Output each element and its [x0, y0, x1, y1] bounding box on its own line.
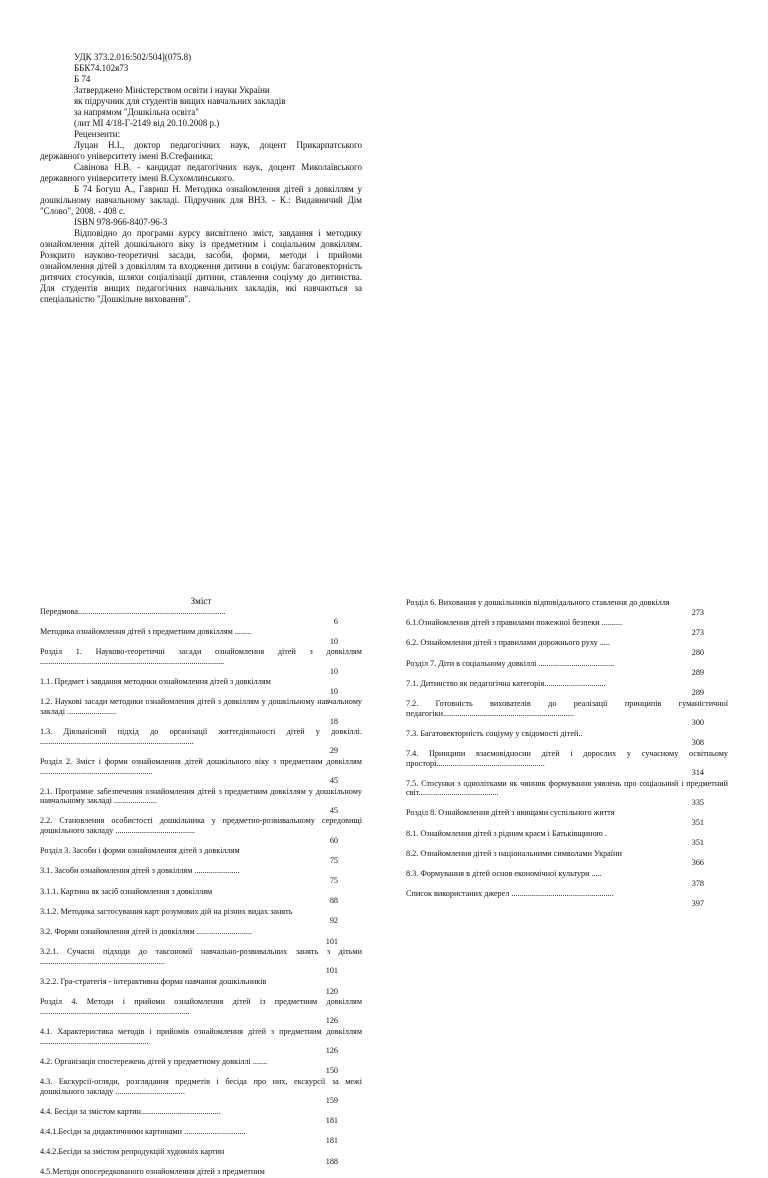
- toc-left-column: [40, 607, 362, 1178]
- toc-entry-page: 273: [691, 627, 704, 637]
- toc-entry-page: 280: [691, 647, 704, 657]
- toc-entry: [406, 779, 728, 808]
- toc-entry-title: 4.1. Характеристика методів і прийомів ознайомлення дітей з предметним довкіллям .....................................................: [40, 1026, 362, 1046]
- toc-entry-page: 60: [329, 835, 338, 845]
- toc-right-column: [406, 598, 728, 909]
- catalog-code: Б 74: [74, 74, 91, 84]
- toc-entry-page: 159: [325, 1096, 338, 1106]
- toc-entry-title: Розділ 1. Науково-теоретичні засади ознайомлення дітей з довкіллям ..........................................................................................: [40, 647, 362, 666]
- toc-entry: [40, 677, 362, 696]
- toc-entry-page: 45: [329, 805, 338, 815]
- toc-entry-page: 126: [325, 1046, 338, 1056]
- toc-entry-page: 351: [691, 838, 704, 848]
- toc-entry: [406, 889, 728, 908]
- toc-entry-title: Розділ 3. Засоби і форми ознайомлення дітей з довкіллям: [40, 846, 240, 856]
- toc-entry-title: 8.2. Ознайомлення дітей з національними символами України: [406, 848, 622, 858]
- toc-entry-title: 2.1. Програмне забезпечення ознайомлення дітей з предметним довкіллям у дошкільному навчальному закладі .....................: [40, 786, 362, 806]
- toc-entry-page: 88: [329, 896, 338, 906]
- toc-entry: [40, 727, 362, 756]
- toc-entry-title: 7.3. Багатовекторність соціуму у свідомості дітей..: [406, 728, 583, 738]
- toc-entry-title: 4.4.2.Бесіди за змістом репродукцій художніх картин: [40, 1147, 225, 1157]
- toc-entry-title: 1.3. Діяльнісний підхід до організації життєдіяльності дітей у довкіллі. ...........................................................................: [40, 727, 362, 746]
- toc-entry-page: 188: [325, 1156, 338, 1166]
- toc-entry: [40, 1057, 362, 1076]
- toc-entry: [40, 647, 362, 676]
- toc-entry-title: 3.2.2. Гра-стратегія - інтерактивна форма навчання дошкільників: [40, 976, 267, 986]
- toc-entry: [40, 1027, 362, 1056]
- toc-entry-page: 181: [325, 1116, 338, 1126]
- toc-entry-title: 7.1. Дитинство як педагогічна категорія..............................: [406, 678, 606, 688]
- toc-entry: [40, 927, 362, 946]
- toc-entry: [40, 846, 362, 865]
- reviewers-label: Рецензенти:: [74, 129, 121, 139]
- toc-entry: [406, 729, 728, 748]
- toc-entry: [406, 699, 728, 728]
- toc-entry-page: 18: [329, 716, 338, 726]
- bbk-code: ББК74.102я73: [74, 63, 129, 73]
- toc-entry-title: 7.4. Принципи взаємовідносин дітей і дорослих у сучасному освітньому просторі.....................................................: [406, 748, 728, 768]
- toc-entry-title: 6.2. Ознайомлення дітей з правилами дорожнього руху .....: [406, 638, 610, 648]
- toc-entry: [406, 659, 728, 678]
- toc-entry-page: 366: [691, 858, 704, 868]
- toc-entry-title: Список використаних джерел ..................................................: [406, 889, 614, 899]
- approval-line-1: Затверджено Міністерством освіти і науки України: [74, 85, 270, 95]
- toc-entry-title: Методика ознайомлення дітей з предметним довкіллям ........: [40, 627, 252, 637]
- reviewer-1: Луцан Н.І., доктор педагогічних наук, доцент Прикарпатського державного університету імені В.Стефаника;: [40, 140, 362, 161]
- toc-entry-page: 335: [691, 797, 704, 807]
- toc-entry: [406, 849, 728, 868]
- toc-entry-page: 300: [691, 718, 704, 728]
- toc-entry-title: 8.3. Формування в дітей основ економічної культури .....: [406, 869, 602, 879]
- toc-entry-title: 7.5. Стосунки з однолітками як чинник формування уявлень про соціальний і предметний світ.......................................: [406, 778, 728, 798]
- toc-entry: [40, 1167, 362, 1177]
- toc-entry-title: 3.1. Засоби ознайомлення дітей з довкіллям ......................: [40, 866, 240, 876]
- toc-entry-page: 92: [329, 916, 338, 926]
- toc-entry-page: 45: [329, 776, 338, 786]
- toc-entry-title: Розділ 2. Зміст і форми ознайомлення дітей дошкільного віку з предметним довкіллям .......................................................: [40, 756, 362, 776]
- toc-entry-page: 273: [691, 607, 704, 617]
- toc-entry-page: 120: [325, 986, 338, 996]
- toc-entry: [40, 997, 362, 1026]
- toc-entry-title: 3.2.1. Сучасні підходи до таксономії навчально-розвивальних занять з дітьми .............................................................: [40, 947, 362, 966]
- toc-entry: [40, 627, 362, 646]
- toc-entry: [40, 787, 362, 816]
- toc-entry: [40, 907, 362, 926]
- toc-entry-page: 397: [691, 898, 704, 908]
- toc-entry-title: 7.2. Готовність вихователів до реалізації принципів гуманістичної педагогіки................................................................: [406, 698, 728, 718]
- imprint-block: [40, 52, 362, 305]
- toc-entry: [40, 1127, 362, 1146]
- toc-entry-title: Розділ 6. Виховання у дошкільників відповідального ставлення до довкілля: [406, 598, 670, 607]
- toc-entry: [40, 977, 362, 996]
- toc-entry: [40, 947, 362, 976]
- toc-entry-title: 4.3. Екскурсії-огляди, розглядання предметів і бесіда про них, екскурсії за межі дошкільного закладу ..................................: [40, 1076, 362, 1096]
- toc-entry-title: 2.2. Становлення особистості дошкільника у предметно-розвивальному середовищі дошкільного закладу .......................................: [40, 816, 362, 836]
- toc-entry-title: 1.2. Наукові засади методики ознайомлення дітей з довкіллям у дошкільному навчальному закладі ........................: [40, 697, 362, 716]
- toc-entry: [406, 679, 728, 698]
- toc-entry-page: 10: [329, 636, 338, 646]
- toc-entry-page: 101: [325, 966, 338, 976]
- toc-entry: [40, 1107, 362, 1126]
- toc-entry-title: 4.4.1.Бесіди за дидактичними картинами ..............................: [40, 1126, 246, 1136]
- toc-entry-page: 351: [691, 818, 704, 828]
- toc-entry: [406, 808, 728, 827]
- toc-entry: [40, 866, 362, 885]
- toc-entry: [40, 1147, 362, 1166]
- toc-entry-title: 3.1.1. Картина як засіб ознайомлення з довкіллям: [40, 886, 213, 896]
- isbn: ISBN 978-966-8407-96-3: [74, 217, 168, 227]
- toc-entry: [40, 1077, 362, 1106]
- toc-entry-title: 4.2. Організація спостережень дітей у предметному довкіллі .......: [40, 1056, 268, 1066]
- reviewer-2: Савінова Н.В. - кандидат педагогічних наук, доцент Миколаївського державного університету імені В.Сухомлинського.: [40, 162, 362, 183]
- toc-entry-title: 4.4. Бесіди за змістом картин.......................................: [40, 1106, 221, 1116]
- toc-entry-page: 29: [329, 746, 338, 756]
- toc-entry-page: 126: [325, 1016, 338, 1026]
- toc-entry-page: 150: [325, 1066, 338, 1076]
- toc-entry: [406, 749, 728, 778]
- toc-entry-page: 75: [329, 876, 338, 886]
- toc-entry-page: 181: [325, 1136, 338, 1146]
- toc-entry-page: 75: [329, 855, 338, 865]
- toc-entry-title: 3.2. Форми ознайомлення дітей із довкіллям ...........................: [40, 927, 253, 936]
- toc-entry: [406, 638, 728, 657]
- toc-entry: [40, 757, 362, 786]
- toc-entry-page: 378: [691, 878, 704, 888]
- toc-entry: [406, 869, 728, 888]
- toc-entry-page: 10: [329, 666, 338, 676]
- toc-entry-page: 289: [691, 668, 704, 678]
- toc-entry-title: Розділ 7. Діти в соціальному довкіллі .....................................: [406, 658, 615, 668]
- approval-line-2: як підручник для студентів вищих навчальних закладів: [74, 96, 286, 106]
- toc-entry-title: Розділ 4. Методи і прийоми ознайомлення дітей із предметним довкіллям .........................................................................: [40, 997, 362, 1016]
- toc-entry: [40, 697, 362, 726]
- approval-line-4: (лит МІ 4/18-Г-2149 від 20.10.2008 р.): [74, 118, 220, 128]
- toc-entry-title: 1.1. Предмет і завдання методики ознайомлення дітей з довкіллям: [40, 677, 271, 687]
- toc-entry-page: 289: [691, 688, 704, 698]
- toc-entry-title: 4.5.Методи опосередкованого ознайомлення дітей з предметним: [40, 1167, 265, 1177]
- approval-line-3: за напрямом "Дошкільна освіта": [74, 107, 199, 117]
- toc-title: Зміст: [190, 596, 212, 606]
- abstract: Відповідно до програми курсу висвітлено зміст, завдання і методику ознайомлення дітей дошкільного віку із предметним і соціальним довкіллям. Розкрито науково-теоретичні засади, засоби, форми, методи і прийоми ознайомлення дітей з довкіллям та входження дитини в соціум: багатовекторність дитячих стосунків, шляхи соціалізації дитини, ставлення соціуму до дитинства. Для студентів вищих педагогічних навчальних закладів, які навчаються за спеціальністю "Дошкільне виховання".: [40, 228, 362, 304]
- toc-entry: [406, 598, 728, 617]
- toc-entry: [406, 618, 728, 637]
- toc-entry: [40, 816, 362, 845]
- toc-entry: [40, 887, 362, 906]
- toc-entry-page: 6: [333, 616, 338, 626]
- toc-entry: [40, 607, 362, 626]
- udk-code: УДК 373.2.016:502/504](075.8): [74, 52, 192, 62]
- toc-entry-page: 314: [691, 768, 704, 778]
- toc-entry-title: 8.1. Ознайомлення дітей з рідним краєм і Батьківщиною .: [406, 828, 607, 838]
- toc-entry-page: 101: [325, 936, 338, 946]
- toc-entry-title: Передмова........................................................................: [40, 607, 226, 616]
- toc-entry-title: Розділ 8. Ознайомлення дітей з явищами суспільного життя: [406, 808, 615, 818]
- toc-entry-page: 10: [329, 686, 338, 696]
- toc-entry-page: 308: [691, 738, 704, 748]
- citation: Б 74 Богуш А., Гавриш Н. Методика ознайомлення дітей з довкіллям у дошкільному навчальному закладі. Підручник для ВНЗ. - К.: Видавничий Дім "Слово", 2008. - 408 с.: [40, 184, 362, 216]
- toc-entry-title: 6.1.Ознайомлення дітей з правилами пожежної безпеки ..........: [406, 618, 623, 628]
- toc-entry: [406, 829, 728, 848]
- toc-entry-title: 3.1.2. Методика застосування карт розумових дій на різних видах занять: [40, 906, 293, 916]
